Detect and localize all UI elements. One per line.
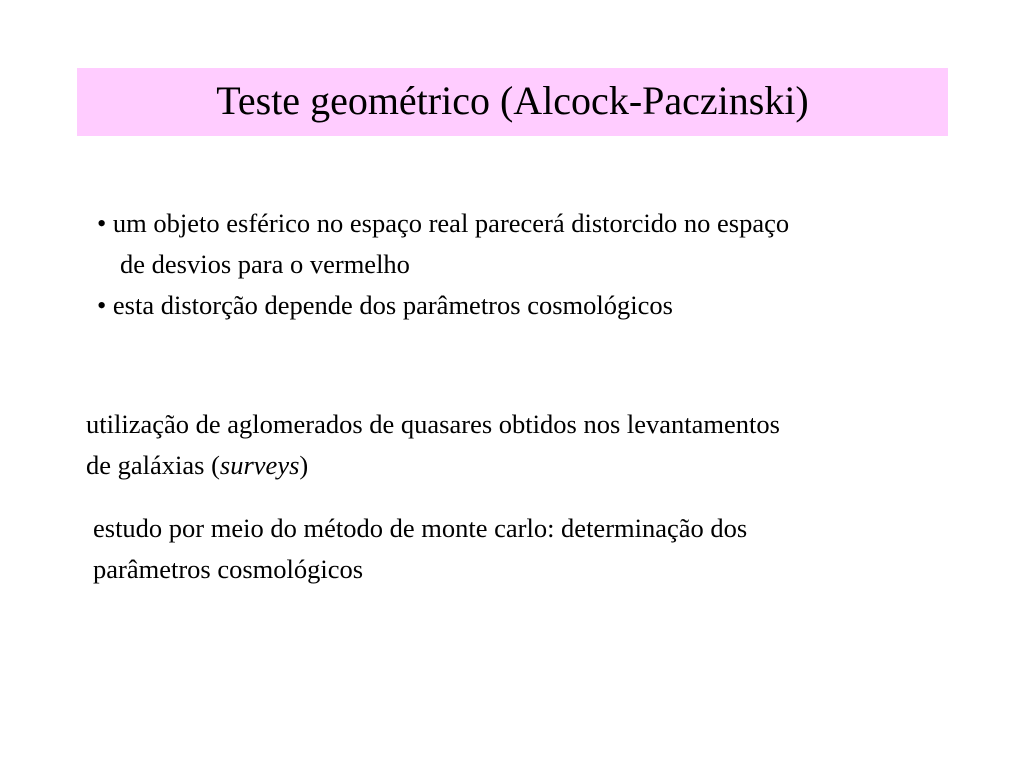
bullet-marker: • xyxy=(97,208,107,238)
slide-title-banner xyxy=(77,68,948,136)
bullet-item xyxy=(97,203,1007,244)
bullet-marker: • xyxy=(97,290,107,320)
bullet-item xyxy=(97,285,1007,326)
paragraph-monte-carlo xyxy=(93,508,1003,590)
bullet-text: de desvios para o vermelho xyxy=(120,249,410,279)
italic-term: surveys xyxy=(219,450,300,480)
slide-title: Teste geométrico (Alcock-Paczinski) xyxy=(216,78,809,123)
paragraph-line xyxy=(86,445,1006,486)
bullet-continuation xyxy=(97,244,1007,285)
paragraph-line: parâmetros cosmológicos xyxy=(93,554,364,584)
bullet-list xyxy=(97,203,1007,326)
bullet-text: um objeto esférico no espaço real parecerá distorcido no espaço xyxy=(112,208,790,238)
text-prefix: de galáxias ( xyxy=(86,450,220,480)
paragraph-line: utilização de aglomerados de quasares obtidos nos levantamentos xyxy=(86,409,780,439)
paragraph-surveys xyxy=(86,404,1006,486)
bullet-text: esta distorção depende dos parâmetros cosmológicos xyxy=(112,290,673,320)
paragraph-line: estudo por meio do método de monte carlo: determinação dos xyxy=(93,513,748,543)
text-suffix: ) xyxy=(299,450,309,480)
